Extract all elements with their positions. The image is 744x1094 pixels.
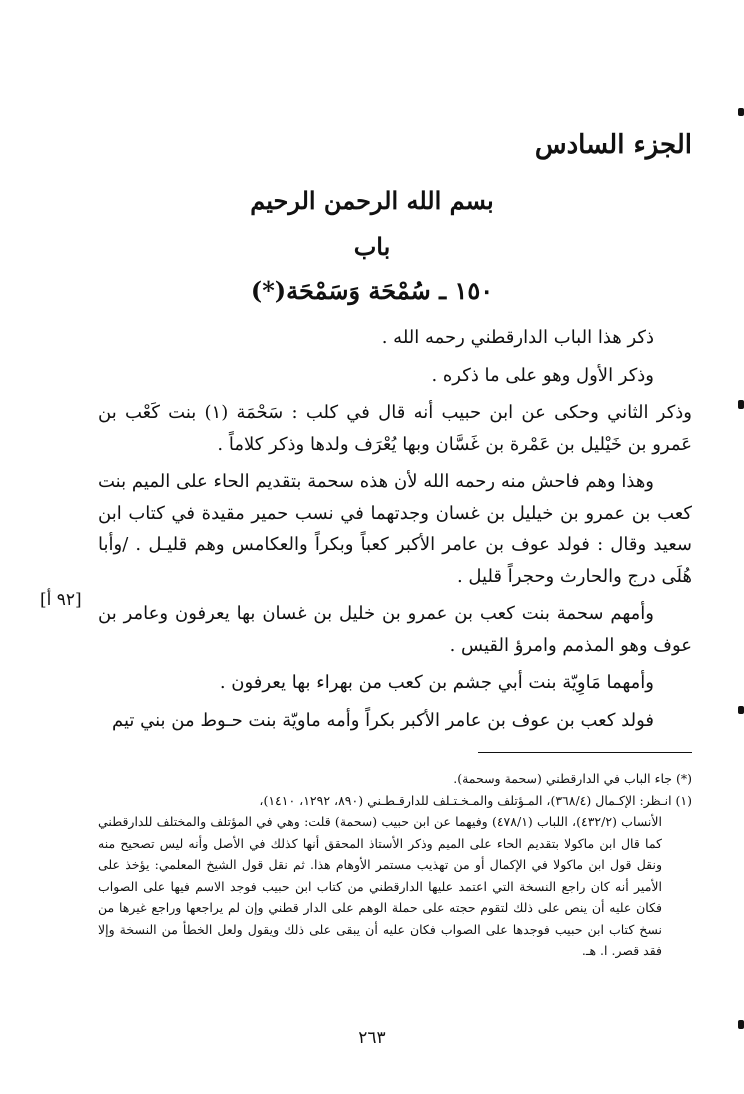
manuscript-folio-note: [٩٢ أ]	[40, 590, 82, 610]
paragraph: ذكر هذا الباب الدارقطني رحمه الله .	[381, 327, 654, 348]
bab-heading: باب	[353, 232, 391, 261]
scan-edge-mark	[738, 400, 744, 409]
paragraph: وأمهم سحمة بنت كعب بن عمرو بن خليل بن غسان بها يعرفون وعامر بن عوف وهو المذمم وامرؤ القيس .	[98, 603, 692, 656]
footnote-divider	[478, 752, 692, 753]
paragraph: وهذا وهم فاحش منه رحمه الله لأن هذه سحمة بتقديم الحاء على الميم بنت كعب بن عمرو بن خيليل بن غسان وجدتهما في نسب حمير مقيدة في كتاب ابن سعيد وقال : فولد عوف بن عامر الأكبر كعباً وبكراً والعكامس وهم قليـل . /وأبا هُلَى درج والحارث وحجراً قليل .	[98, 471, 692, 587]
footnote-1: (١) انـظر: الإكـمال (٣٦٨/٤)، المـؤتلف والمـخـتـلف للدارقـطـني (٨٩٠، ١٢٩٢، ١٤١٠)،	[259, 792, 692, 808]
paragraph: فولد كعب بن عوف بن عامر الأكبر بكراً وأمه ماويّة بنت حـوط من بني تيم	[111, 709, 654, 731]
basmala: بسم الله الرحمن الرحيم	[250, 186, 494, 215]
part-title: الجزء السادس	[534, 130, 692, 160]
scan-edge-mark	[738, 706, 744, 714]
paragraph: وذكر الأول وهو على ما ذكره .	[431, 364, 654, 386]
scan-edge-mark	[738, 108, 744, 116]
chapter-heading: ١٥٠ ـ سُمْحَة وَسَمْحَة(*)	[250, 276, 494, 305]
footnote-1-continued: الأنساب (٤٣٢/٢)، اللباب (٤٧٨/١) وفيهما عن ابن حبيب (سحمة) قلت: وهي في المؤتلف والمختلف للدارقطني كما قال ابن ماكولا بتقديم الحاء على الميم وذكر الأستاذ المحقق أنها كذلك في الأصل وأنه ليس تصحيح منه ونقل قول ابن ماكولا في الإكمال أو من تهذيب مستمر الأوهام هذا. ثم نقل قول الشيخ المعلمي: يؤخذ على الأمير أنه كان راجع النسخة التي اعتمد عليها الدارقطني من كتاب ابن حبيب فوجد الاسم فيها على الصواب فكان عليه أن ينص على ذلك لتقوم حجته على حملة الوهم على الدار قطني وإن لم يراجعها وراجع غيرها من نسخ كتاب ابن حبيب فوجدها على الصواب فكان عليه أن يبقى على ذلك ويقول ولعل الخطأ من النسخة وإلا فقد قصر. ا. هـ.	[98, 814, 662, 958]
page-number: ٢٦٣	[358, 1028, 386, 1048]
footnotes	[98, 768, 692, 962]
main-text	[98, 322, 692, 736]
paragraph: وأمهما مَاوِيّة بنت أبي جشم بن كعب من بهراء بها يعرفون .	[219, 672, 654, 693]
footnote-star: (*) جاء الباب في الدارقطني (سحمة وسحمة).	[453, 771, 692, 786]
paragraph: وذكر الثاني وحكى عن ابن حبيب أنه قال في كلب : سَحْمَة (١) بنت كَعْب بن عَمرو بن خَيْليل بن عَمْرة بن غَسَّان وبها يُعْرَف ولدها وذكر كلاماً .	[98, 402, 692, 455]
